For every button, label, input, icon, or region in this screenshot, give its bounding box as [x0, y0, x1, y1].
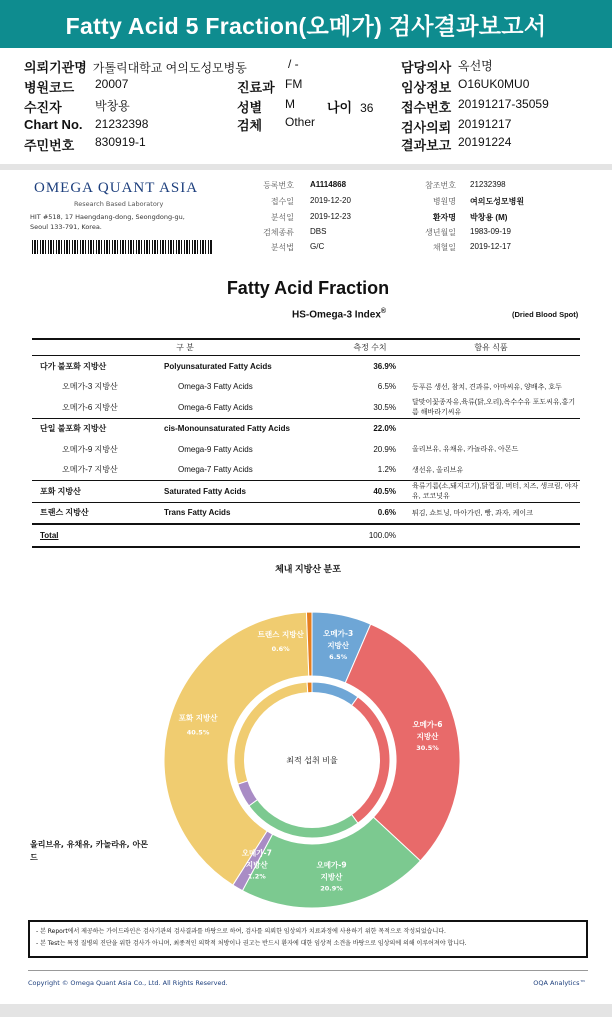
row-category-ko: 트랜스 지방산	[32, 502, 164, 524]
pi-right-value-3: 1983-09-19	[470, 227, 511, 236]
pi-right-value-0: 21232398	[470, 180, 506, 189]
chart-title: 체내 지방산 분포	[275, 564, 341, 574]
row-category-en: Polyunsaturated Fatty Acids	[164, 356, 338, 377]
row-category-ko: 단일 불포화 지방산	[32, 418, 164, 439]
row-category-ko: 오메가-6 지방산	[62, 402, 118, 412]
header-left-4: 주민번호 830919-1	[24, 135, 146, 153]
row-value: 30.5%	[373, 402, 396, 412]
row-category-en: Omega-3 Fatty Acids	[178, 382, 253, 392]
row-foods	[402, 418, 580, 439]
fatty-acid-donut-chart	[132, 588, 492, 908]
pi-right-value-2: 박창용 (M)	[470, 213, 508, 222]
lab-report	[22, 170, 594, 1002]
slice-label-1: 오메가-6 지방산 30.5%	[412, 719, 443, 752]
pi-left-label-0: 등록번호	[263, 181, 294, 190]
row-category-en: Trans Fatty Acids	[164, 502, 338, 524]
row-foods: 올리브유, 유채유, 카놀라유, 아몬드	[412, 446, 519, 454]
header-left-0: 의뢰기관명 가톨릭대학교 여의도성모병동	[24, 60, 247, 75]
lab-address: HIT #518, 17 Haengdang-dong, Seongdong-gu, Seoul 133-791, Korea.	[30, 213, 185, 231]
donut-center-label: 최적 섭취 비율	[286, 756, 338, 765]
main-title: Fatty Acid Fraction	[226, 278, 390, 298]
pi-left-value-2: 2019-12-23	[310, 212, 351, 221]
header-slash: / -	[288, 57, 299, 71]
slice-label-3: 오메가-7 지방산 1.2%	[241, 848, 272, 881]
row-value: 6.5%	[377, 382, 396, 392]
total-spacer	[164, 524, 338, 547]
total-label: Total	[32, 524, 164, 547]
index-title: HS-Omega-3 Index®	[292, 308, 387, 321]
row-value: 1.2%	[377, 465, 396, 475]
pi-left-label-2: 분석일	[270, 213, 294, 222]
report-title: Fatty Acid 5 Fraction(오메가) 검사결과보고서	[65, 12, 547, 39]
row-value: 40.5%	[338, 481, 402, 503]
pi-right-label-0: 참조번호	[425, 181, 456, 190]
disclaimer-line-1: - 본 Report에서 제공하는 가이드라인은 검사기관의 검사결과를 바탕으로 하여, 검사를 의뢰한 임상의가 치료과정에 사용하기 위한 목적으로 작성되었습니다.	[36, 928, 446, 935]
pi-left-value-4: G/C	[310, 242, 325, 251]
table-row	[32, 460, 580, 481]
header-left-1: 병원코드 20007	[24, 77, 129, 95]
pi-left-label-1: 접수일	[270, 197, 294, 206]
barcode	[32, 240, 212, 254]
row-category-ko: 오메가-7 지방산	[62, 465, 118, 475]
pi-right-label-1: 병원명	[432, 197, 456, 206]
total-value: 100.0%	[338, 524, 402, 547]
col-header-category: 구 분	[32, 339, 338, 356]
disclaimer-box	[28, 920, 588, 958]
row-value: 36.9%	[338, 356, 402, 377]
table-row	[32, 439, 580, 460]
row-category-en: Omega-6 Fatty Acids	[178, 402, 253, 412]
omega9-food-note: 올리브유, 유채유, 카놀라유, 아몬드	[30, 840, 148, 862]
row-foods: 등푸른 생선, 참치, 견과류, 아마씨유, 양배추, 호두	[412, 383, 562, 391]
pi-left-label-3: 검체종류	[263, 228, 294, 237]
row-category-ko: 포화 지방산	[32, 481, 164, 503]
header-mid-1: 성별 M	[237, 97, 295, 115]
col-header-food: 함유 식품	[402, 339, 580, 356]
table-row	[32, 481, 580, 503]
bottom-band	[0, 1004, 612, 1017]
slice-label-4: 포화 지방산 40.5%	[178, 713, 218, 737]
report-title-bar	[0, 0, 612, 48]
copyright: Copyright © Omega Quant Asia Co., Ltd. All Rights Reserved.	[28, 979, 228, 987]
lab-logo: OMEGA QUANT ASIA	[34, 180, 199, 196]
header-right-0: 담당의사 옥선명	[401, 59, 493, 75]
pi-left-label-4: 분석법	[270, 243, 294, 252]
table-row	[32, 377, 580, 398]
row-value: 22.0%	[338, 418, 402, 439]
header-left-2: 수진자 박창용	[24, 99, 130, 115]
pi-right-label-4: 채혈일	[432, 243, 456, 252]
row-value: 0.6%	[338, 502, 402, 524]
fatty-acid-rows	[32, 356, 580, 547]
row-category-en: Saturated Fatty Acids	[164, 481, 338, 503]
row-category-ko: 다가 불포화 지방산	[32, 356, 164, 377]
request-header	[0, 48, 612, 166]
header-right-2: 접수번호 20191217-35059	[401, 97, 549, 115]
table-row	[32, 397, 580, 418]
header-left-3: Chart No. 21232398	[24, 117, 149, 132]
header-age: 나이 36	[327, 100, 374, 115]
pi-left-value-0: A1114868	[310, 180, 347, 189]
disclaimer-line-2: - 본 Test는 특정 질병의 진단을 위한 검사가 아니며, 최종적인 의학적 처방이나 권고는 반드시 환자에 대한 임상적 소견을 바탕으로 임상의에 의해 이루어져야 합니다.	[36, 940, 467, 947]
header-mid-2: 검체 Other	[237, 115, 316, 133]
header-right-1: 임상정보 O16UK0MU0	[401, 77, 530, 95]
pi-right-label-3: 생년월일	[425, 228, 456, 237]
pi-right-label-2: 환자명	[432, 213, 456, 222]
header-mid-0: 진료과 FM	[237, 77, 303, 95]
row-foods: 튀김, 쇼트닝, 마아가린, 빵, 과자, 케이크	[402, 502, 580, 524]
pi-left-value-1: 2019-12-20	[310, 196, 351, 205]
row-category-ko: 오메가-9 지방산	[62, 444, 118, 454]
report-footer	[28, 970, 588, 987]
table-row	[32, 356, 580, 377]
row-category-en: Omega-7 Fatty Acids	[178, 465, 253, 475]
row-category-en: cis-Monounsaturated Fatty Acids	[164, 418, 338, 439]
row-foods	[402, 356, 580, 377]
slice-label-5: 트랜스 지방산 0.6%	[257, 630, 304, 654]
row-value: 20.9%	[373, 444, 396, 454]
fatty-acid-table	[32, 338, 580, 548]
lab-logo-subtitle: Research Based Laboratory	[74, 200, 164, 208]
pi-right-value-4: 2019-12-17	[470, 242, 511, 251]
row-category-en: Omega-9 Fatty Acids	[178, 444, 253, 454]
pi-left-value-3: DBS	[310, 227, 327, 236]
table-row	[32, 418, 580, 439]
pi-right-value-1: 여의도성모병원	[470, 197, 525, 206]
header-right-4: 결과보고 20191224	[401, 135, 512, 153]
table-row	[32, 502, 580, 524]
slice-label-0: 오메가-3 지방산 6.5%	[323, 628, 354, 661]
col-header-value: 측정 수치	[338, 339, 402, 356]
row-foods: 달맞이꽃종자유,육류(닭,오리),옥수수유 포도씨유,홍기름 해바라기씨유	[412, 399, 576, 417]
row-category-ko: 오메가-3 지방산	[62, 382, 118, 392]
slice-label-2: 오메가-9 지방산 20.9%	[316, 860, 347, 893]
header-right-3: 검사의뢰 20191217	[401, 117, 512, 135]
row-foods: 생선유, 올리브유	[412, 466, 464, 474]
total-row	[32, 524, 580, 547]
oqa-analytics: OQA Analytics™	[533, 979, 586, 987]
specimen-note: (Dried Blood Spot)	[512, 310, 579, 319]
row-foods: 육류기름(소,돼지고기),닭껍질, 버터, 치즈, 생크림, 야자유, 코코넛유	[402, 481, 580, 503]
total-foods	[402, 524, 580, 547]
